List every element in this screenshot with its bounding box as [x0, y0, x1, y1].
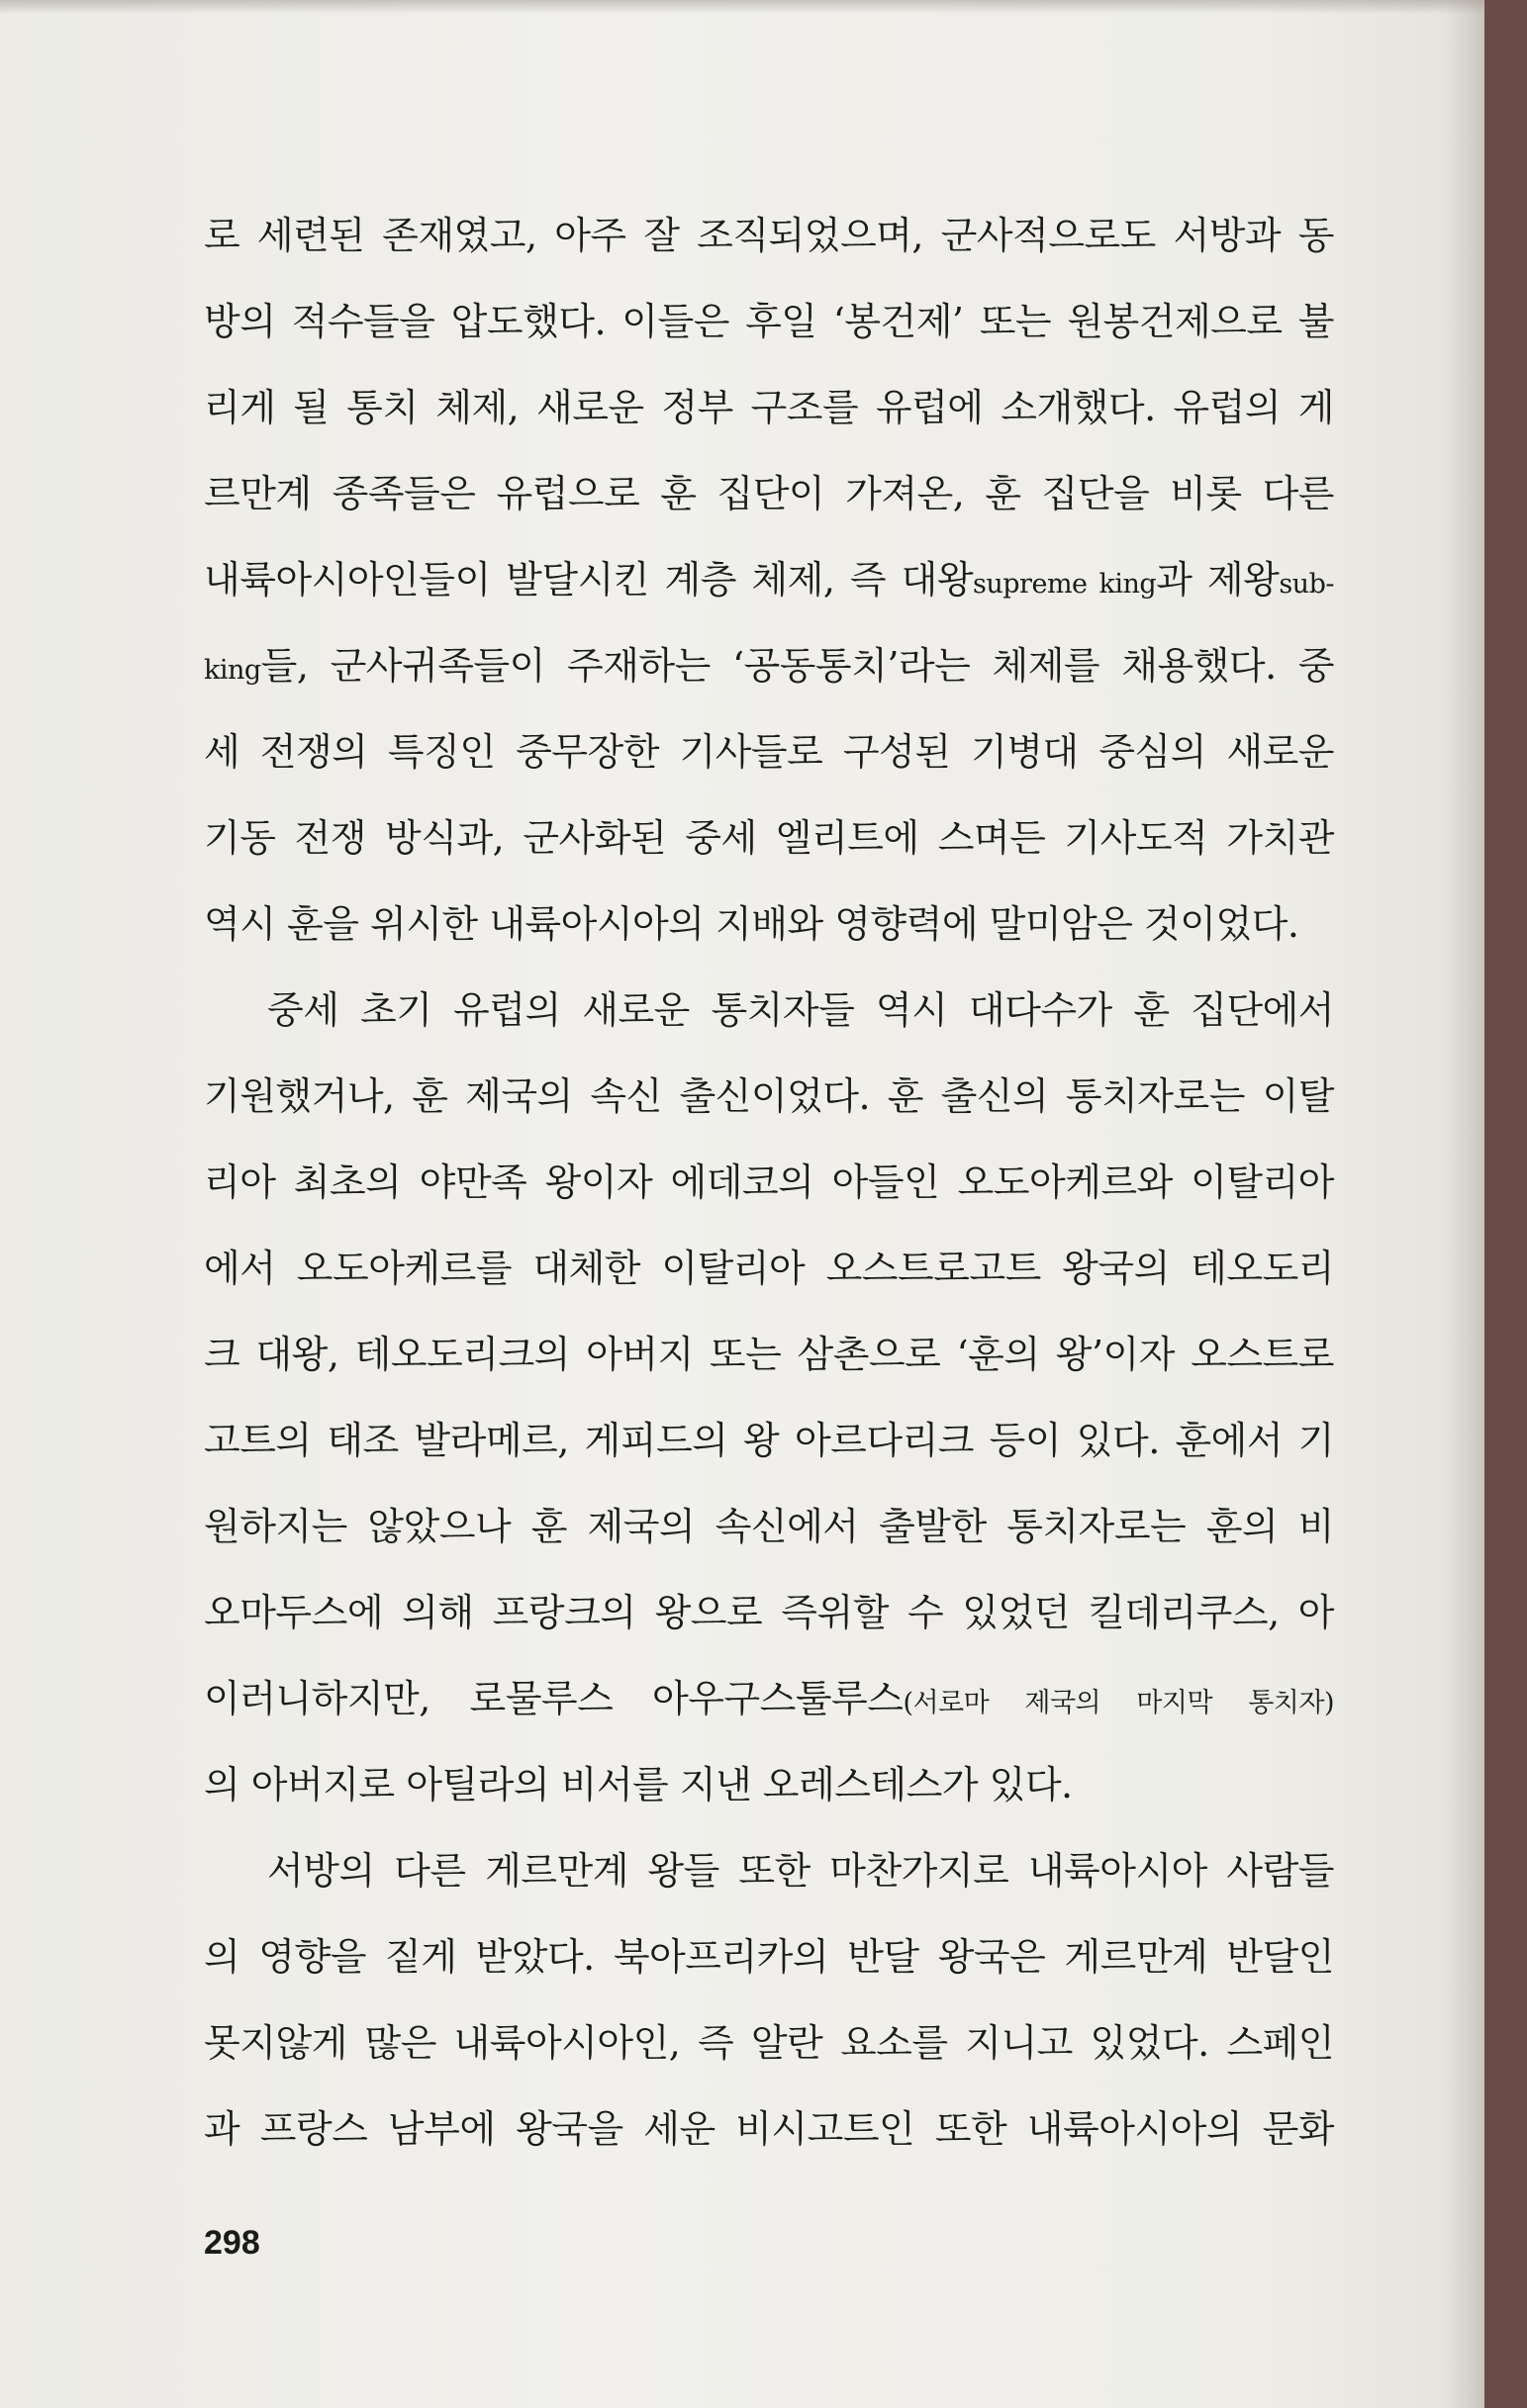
- page-top-shadow: [0, 0, 1484, 14]
- text-line: [204, 537, 1334, 623]
- text-line: 세 전쟁의 특징인 중무장한 기사들로 구성된 기병대 중심의 새로운: [204, 730, 1334, 774]
- text-line: [204, 1656, 1334, 1742]
- text-line: 원하지는 않았으나 훈 제국의 속신에서 출발한 통치자로는 훈의 비: [204, 1505, 1334, 1548]
- text-line: 의 영향을 짙게 받았다. 북아프리카의 반달 왕국은 게르만계 반달인: [204, 1935, 1334, 1979]
- page-right-edge-shadow: [1445, 0, 1484, 2408]
- text-line: 리아 최초의 야만족 왕이자 에데코의 아들인 오도아케르와 이탈리아: [204, 1160, 1334, 1204]
- parenthetical-note: (서로마 제국의 마지막 통치자): [903, 1688, 1334, 1718]
- text-line: 크 대왕, 테오도리크의 아버지 또는 삼촌으로 ‘훈의 왕’이자 오스트로: [204, 1333, 1334, 1376]
- paragraph-end-line: 의 아버지로 아틸라의 비서를 지낸 오레스테스가 있다.: [204, 1763, 1073, 1806]
- english-gloss: sub-: [1279, 569, 1334, 600]
- text-line: 르만계 종족들은 유럽으로 훈 집단이 가져온, 훈 집단을 비롯 다른: [204, 472, 1334, 515]
- text-line: 리게 될 통치 체제, 새로운 정부 구조를 유럽에 소개했다. 유럽의 게: [204, 386, 1334, 429]
- text-segment: 들, 군사귀족들이 주재하는 ‘공동통치’라는 체제를 채용했다. 중: [260, 644, 1334, 688]
- text-line: 방의 적수들을 압도했다. 이들은 후일 ‘봉건제’ 또는 원봉건제으로 불: [204, 300, 1334, 343]
- text-line: 에서 오도아케르를 대체한 이탈리아 오스트로고트 왕국의 테오도리: [204, 1247, 1334, 1290]
- text-line: 고트의 태조 발라메르, 게피드의 왕 아르다리크 등이 있다. 훈에서 기: [204, 1419, 1334, 1462]
- body-text: [204, 193, 1334, 2173]
- text-line: 기원했거나, 훈 제국의 속신 출신이었다. 훈 출신의 통치자로는 이탈: [204, 1074, 1334, 1118]
- text-segment: 내륙아시아인들이 발달시킨 계층 체제, 즉 대왕: [204, 558, 974, 602]
- text-line: [204, 623, 1334, 709]
- text-line: 과 프랑스 남부에 왕국을 세운 비시고트인 또한 내륙아시아의 문화: [204, 2107, 1334, 2151]
- text-line: 로 세련된 존재였고, 아주 잘 조직되었으며, 군사적으로도 서방과 동: [204, 214, 1334, 257]
- paragraph-end-line: 역시 훈을 위시한 내륙아시아의 지배와 영향력에 말미암은 것이었다.: [204, 902, 1299, 946]
- english-gloss: king: [204, 655, 261, 686]
- text-segment: 이러니하지만, 로물루스 아우구스툴루스: [204, 1677, 904, 1720]
- paragraph-start-line: 중세 초기 유럽의 새로운 통치자들 역시 대다수가 훈 집단에서: [267, 988, 1334, 1032]
- text-line: 기동 전쟁 방식과, 군사화된 중세 엘리트에 스며든 기사도적 가치관: [204, 816, 1334, 860]
- text-segment: 과 제왕: [1156, 558, 1280, 602]
- text-line: 오마두스에 의해 프랑크의 왕으로 즉위할 수 있었던 킬데리쿠스, 아: [204, 1591, 1334, 1634]
- page-number: 298: [204, 2224, 260, 2262]
- english-gloss: supreme king: [973, 569, 1157, 600]
- text-line: 못지않게 많은 내륙아시아인, 즉 알란 요소를 지니고 있었다. 스페인: [204, 2021, 1334, 2065]
- paragraph-start-line: 서방의 다른 게르만계 왕들 또한 마찬가지로 내륙아시아 사람들: [267, 1849, 1334, 1893]
